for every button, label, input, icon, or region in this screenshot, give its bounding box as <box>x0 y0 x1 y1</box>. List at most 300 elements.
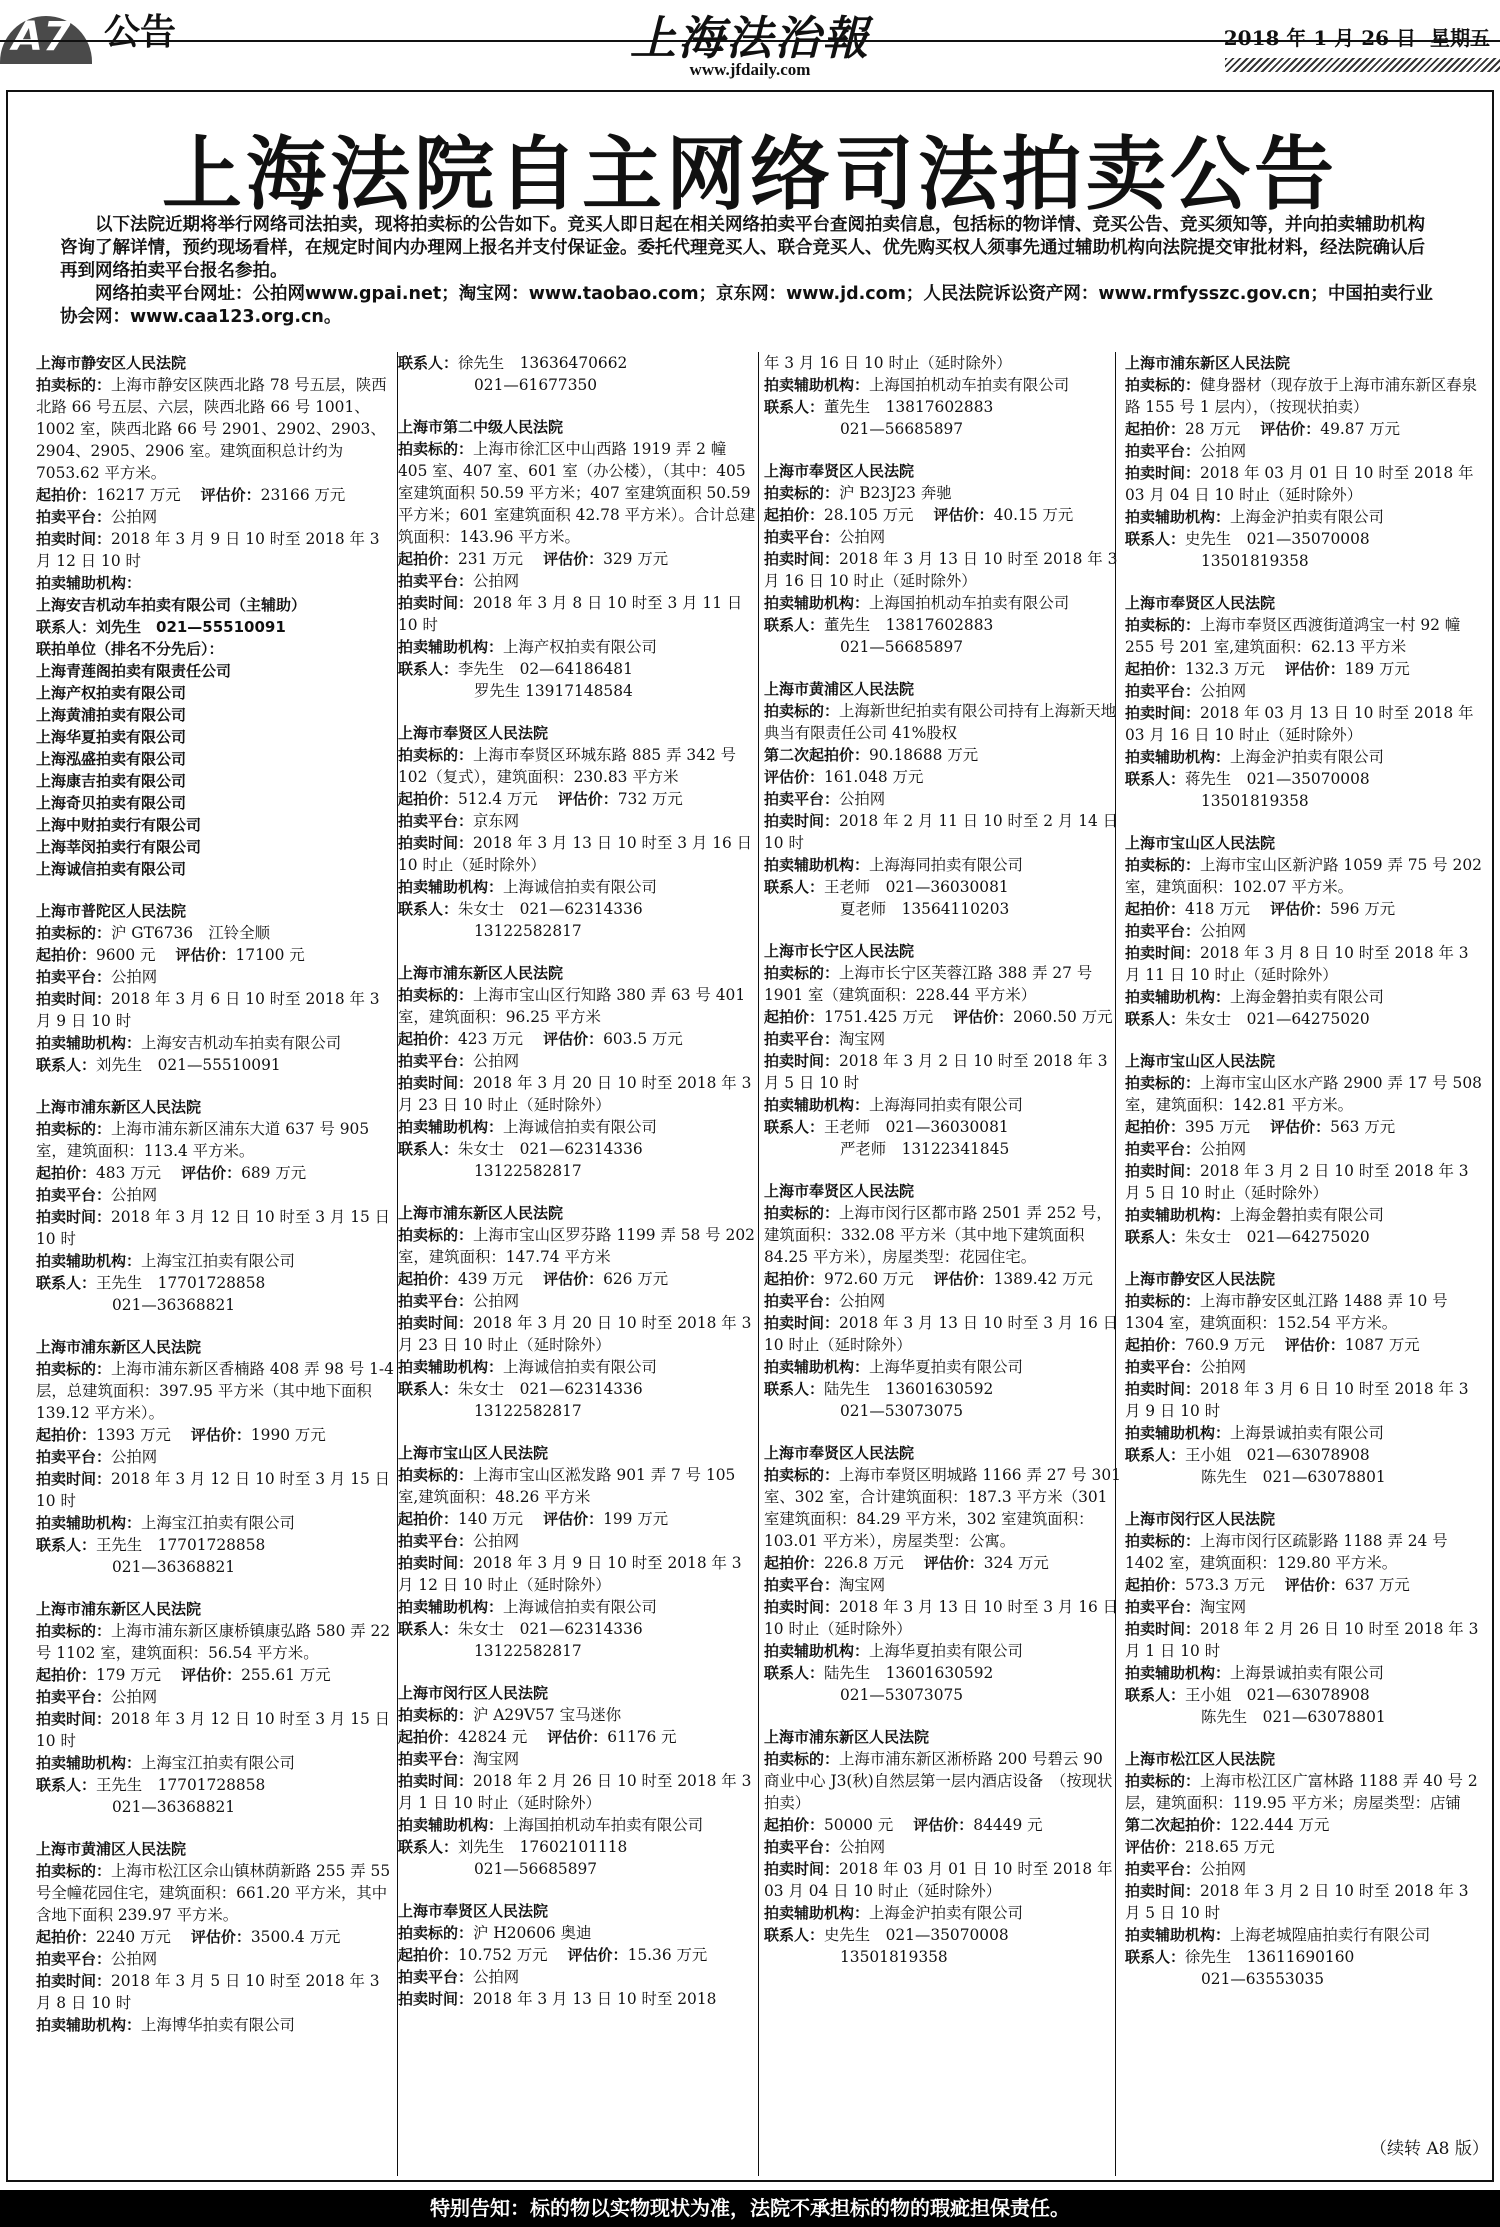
auction-platform-label: 拍卖平台： <box>398 572 474 590</box>
auction-platform-label: 拍卖平台： <box>398 1532 474 1550</box>
auction-agency-label: 拍卖辅助机构： <box>398 1816 504 1834</box>
auction-agency-value: 上海海同拍卖有限公司 <box>869 856 1023 874</box>
auction-platform-line <box>764 1028 1122 1050</box>
auction-platform-line <box>1125 680 1483 702</box>
price-line <box>398 1944 756 1966</box>
evaluation-price <box>1285 660 1410 678</box>
auction-agency-value: 上海诚信拍卖有限公司 <box>503 878 657 896</box>
auction-item <box>764 460 1122 658</box>
auction-agency-label: 拍卖辅助机构： <box>36 1252 142 1270</box>
court-name: 上海市奉贤区人民法院 <box>398 724 549 742</box>
auction-time-line <box>1125 1160 1483 1204</box>
contact-secondary: 13122582817 <box>474 1402 582 1420</box>
evaluation-price <box>547 1728 676 1746</box>
start-price-label: 起拍价： <box>36 486 97 504</box>
auction-agency-line <box>36 2014 394 2036</box>
auction-item <box>36 1096 394 1316</box>
auction-item <box>36 1838 394 2036</box>
auction-agency-label: 拍卖辅助机构： <box>36 2016 142 2034</box>
contact-secondary: 021—61677350 <box>474 376 598 394</box>
auction-agency-line <box>36 1250 394 1272</box>
contact-person-label: 联系人： <box>36 1536 97 1554</box>
auction-subject-line <box>36 1620 394 1664</box>
contact-secondary: 13501819358 <box>840 1948 948 1966</box>
contact-person-line <box>398 1618 756 1640</box>
auction-platform-value: 公拍网 <box>473 1968 520 1986</box>
continued-note: （续转 A8 版） <box>1370 2139 1489 2159</box>
agency-entry: 上海产权拍卖有限公司 <box>36 684 187 702</box>
auction-subject-value: 上海市静安区虬江路 1488 弄 10 号 1304 室，建筑面积：152.54 平方米。 <box>1125 1292 1448 1332</box>
price-line <box>1125 658 1483 680</box>
start-price-value: 179 万元 <box>96 1666 162 1684</box>
agency-entry: 上海奇贝拍卖有限公司 <box>36 794 187 812</box>
auction-time-label: 拍卖时间： <box>36 1710 112 1728</box>
auction-time-line <box>398 592 756 636</box>
contact-person-value: 朱女士 021—64275020 <box>1185 1010 1370 1028</box>
evaluation-price-label: 评估价： <box>1125 1838 1186 1856</box>
evaluation-price-value: 189 万元 <box>1344 660 1410 678</box>
auction-time-line <box>764 1312 1122 1356</box>
evaluation-price-label: 评估价： <box>1284 1336 1345 1354</box>
contact-person-label: 联系人： <box>398 1838 459 1856</box>
auction-subject-line <box>1125 614 1483 658</box>
auction-agency-value: 上海老城隍庙拍卖行有限公司 <box>1230 1926 1431 1944</box>
auction-subject-label: 拍卖标的： <box>398 746 474 764</box>
start-price-value: 28.105 万元 <box>824 506 914 524</box>
auction-platform-line <box>36 1948 394 1970</box>
start-price-label: 起拍价： <box>764 1554 825 1572</box>
auction-agency-value: 上海国拍机动车拍卖有限公司 <box>503 1816 704 1834</box>
auction-subject-value: 上海市浦东新区康桥镇康弘路 580 弄 22 号 1102 室，建筑面积：56.54 平方米。 <box>36 1622 391 1662</box>
court-name: 上海市黄浦区人民法院 <box>36 1840 187 1858</box>
auction-time-label: 拍卖时间： <box>398 1314 474 1332</box>
auction-time-value: 2018 年 3 月 13 日 10 时至 3 月 16 日 10 时止（延时除外） <box>764 1598 1119 1638</box>
auction-agency-label: 拍卖辅助机构： <box>764 1096 870 1114</box>
court-name: 上海市浦东新区人民法院 <box>1125 354 1291 372</box>
start-price-label: 起拍价： <box>36 1426 97 1444</box>
evaluation-price-label: 评估价： <box>547 1728 608 1746</box>
auction-time-label: 拍卖时间： <box>36 990 112 1008</box>
contact-person-line <box>1125 768 1483 790</box>
evaluation-price-value: 218.65 万元 <box>1185 1838 1275 1856</box>
auction-subject-value: 上海市宝山区淞发路 901 弄 7 号 105 室,建筑面积：48.26 平方米 <box>398 1466 736 1506</box>
auction-agency-line <box>764 592 1122 614</box>
auction-platform-label: 拍卖平台： <box>1125 682 1201 700</box>
evaluation-price-label: 评估价： <box>181 1164 242 1182</box>
auction-platform-line <box>398 810 756 832</box>
auction-time-line <box>36 1468 394 1512</box>
auction-subject-label: 拍卖标的： <box>398 986 474 1004</box>
auction-agency-line <box>764 374 1122 396</box>
auction-time-label: 拍卖时间： <box>764 812 840 830</box>
auction-platform-label: 拍卖平台： <box>764 1292 840 1310</box>
auction-item <box>1125 832 1483 1030</box>
contact-person-value: 王先生 17701728858 <box>96 1536 266 1554</box>
auction-agency-line <box>398 1814 756 1836</box>
auction-time-value: 2018 年 3 月 13 日 10 时至 3 月 16 日 10 时止（延时除外） <box>398 834 753 874</box>
evaluation-price <box>181 1164 306 1182</box>
auction-agency-line <box>764 854 1122 876</box>
auction-subject-value: 上海市宝山区行知路 380 弄 63 号 401 室，建筑面积：96.25 平方米 <box>398 986 746 1026</box>
auction-subject-line <box>398 1464 756 1508</box>
contact-secondary: 13122582817 <box>474 1162 582 1180</box>
auction-item <box>764 352 1122 440</box>
auction-item <box>764 1442 1122 1706</box>
auction-platform-line <box>398 1748 756 1770</box>
auction-time-line <box>398 1072 756 1116</box>
agency-entry: 上海华夏拍卖有限公司 <box>36 728 187 746</box>
evaluation-price-label: 评估价： <box>913 1816 974 1834</box>
auction-platform-label: 拍卖平台： <box>764 528 840 546</box>
auction-platform-line <box>36 966 394 988</box>
evaluation-price-label: 评估价： <box>190 1928 251 1946</box>
auction-time-label: 拍卖时间： <box>36 1470 112 1488</box>
auction-platform-value: 公拍网 <box>111 508 158 526</box>
auction-platform-value: 公拍网 <box>839 1292 886 1310</box>
newspaper-website: www.jfdaily.com <box>689 60 811 79</box>
contact-person-label: 联系人： <box>1125 530 1186 548</box>
auction-subject-label: 拍卖标的： <box>764 964 840 982</box>
evaluation-price-value: 1389.42 万元 <box>993 1270 1093 1288</box>
contact-secondary: 13501819358 <box>1201 552 1309 570</box>
evaluation-price-label: 评估价： <box>1284 660 1345 678</box>
court-name: 上海市长宁区人民法院 <box>764 942 915 960</box>
intro-paragraph: 以下法院近期将举行网络司法拍卖，现将拍卖标的公告如下。竞买人即日起在相关网络拍卖平台查阅拍卖信息，包括标的物详情、竞买公告、竞买须知等，并向拍卖辅助机构咨询了解详情，预约现场看样，在规定时间内办理网上报名并支付保证金。委托代理竞买人、联合竞买人、优先购买权人须事先通过辅助机构向法院提交审批材料，经法院确认后再到网络拍卖平台报名参拍。 <box>60 215 1425 281</box>
evaluation-price-label: 评估价： <box>1260 420 1321 438</box>
auction-platform-label: 拍卖平台： <box>36 1448 112 1466</box>
auction-agency-line <box>1125 986 1483 1008</box>
contact-secondary: 021—56685897 <box>840 638 964 656</box>
evaluation-price-value: 15.36 万元 <box>627 1946 708 1964</box>
auction-platform-line <box>398 1050 756 1072</box>
contact-person-label: 联系人： <box>398 900 459 918</box>
contact-person-line <box>1125 1684 1483 1706</box>
auction-agency-line <box>398 636 756 658</box>
auction-item <box>398 352 756 396</box>
start-price-label: 起拍价： <box>36 1164 97 1182</box>
evaluation-price-value: 84449 元 <box>973 1816 1043 1834</box>
agency-entry: 上海中财拍卖行有限公司 <box>36 816 202 834</box>
auction-platform-value: 公拍网 <box>473 1532 520 1550</box>
evaluation-price <box>1285 1576 1410 1594</box>
contact-person-label: 联系人： <box>1125 1948 1186 1966</box>
auction-subject-label: 拍卖标的： <box>1125 1074 1201 1092</box>
evaluation-price <box>558 790 683 808</box>
start-price-value: 395 万元 <box>1185 1118 1251 1136</box>
auction-item <box>1125 1268 1483 1488</box>
contact-person-value: 朱女士 021—62314336 <box>458 1140 643 1158</box>
auction-time-value: 2018 年 3 月 2 日 10 时至 2018 年 3 月 5 日 10 时 <box>1125 1882 1469 1922</box>
auction-platform-value: 淘宝网 <box>1200 1598 1247 1616</box>
listing-column-3 <box>764 352 1122 1988</box>
auction-agency-line <box>1125 746 1483 768</box>
auction-subject-value: 沪 GT6736 江铃全顺 <box>111 924 270 942</box>
auction-agency-label: 拍卖辅助机构： <box>398 638 504 656</box>
start-price-label: 起拍价： <box>36 1666 97 1684</box>
evaluation-price <box>934 1270 1093 1288</box>
auction-item <box>1125 592 1483 812</box>
auction-subject-label: 拍卖标的： <box>1125 1292 1201 1310</box>
start-price-value: 140 万元 <box>458 1510 524 1528</box>
auction-platform-value: 公拍网 <box>111 968 158 986</box>
auction-subject-label: 拍卖标的： <box>398 1466 474 1484</box>
evaluation-price <box>543 1270 668 1288</box>
auction-agency-value: 上海金沪拍卖有限公司 <box>1230 748 1384 766</box>
auction-time-line <box>36 1206 394 1250</box>
contact-person-line <box>1125 528 1483 550</box>
auction-item <box>764 940 1122 1160</box>
auction-time-line <box>764 1050 1122 1094</box>
contact-person-value: 徐先生 13611690160 <box>1185 1948 1355 1966</box>
auction-platform-value: 公拍网 <box>111 1688 158 1706</box>
auction-subject-value: 上海市徐汇区中山西路 1919 弄 2 幢 405 室、407 室、601 室（办公楼），（其中：405 室建筑面积 50.59 平方米；407 室建筑面积 50.59 平方米；601 室建筑面积 42.78 平方米）。合计总建筑面积：143.96 平方米。 <box>398 440 756 546</box>
auction-agency-label: 拍卖辅助机构： <box>1125 748 1231 766</box>
auction-agency-line <box>398 1596 756 1618</box>
start-price-value: 423 万元 <box>458 1030 524 1048</box>
auction-platform-line <box>1125 1356 1483 1378</box>
listing-column-2 <box>398 352 756 2030</box>
court-name: 上海市普陀区人民法院 <box>36 902 187 920</box>
start-price-label: 起拍价： <box>764 1270 825 1288</box>
auction-agency-value: 上海博华拍卖有限公司 <box>141 2016 295 2034</box>
start-price-label: 起拍价： <box>36 1928 97 1946</box>
price-line <box>764 1006 1122 1028</box>
contact-person-line <box>764 1662 1122 1684</box>
auction-subject-value: 上海市奉贤区西渡街道鸿宝一村 92 幢 255 号 201 室,建筑面积：62.13 平方米 <box>1125 616 1461 656</box>
auction-agency-label: 拍卖辅助机构： <box>1125 1664 1231 1682</box>
contact-person-label: 联系人： <box>36 1056 97 1074</box>
auction-time-value: 2018 年 3 月 12 日 10 时至 3 月 15 日 10 时 <box>36 1208 391 1248</box>
evaluation-price-label: 评估价： <box>1284 1576 1345 1594</box>
price-line <box>398 788 756 810</box>
auction-platform-value: 淘宝网 <box>473 1750 520 1768</box>
header-rule <box>0 40 1500 42</box>
notice-title: 上海法院自主网络司法拍卖公告 <box>162 127 1338 221</box>
auction-agency-line <box>1125 1204 1483 1226</box>
auction-platform-label: 拍卖平台： <box>1125 1358 1201 1376</box>
contact-person-value: 王老师 021—36030081 <box>824 1118 1009 1136</box>
weekday-text: 星期五 <box>1430 26 1490 50</box>
auction-platform-value: 公拍网 <box>473 572 520 590</box>
auction-agency-line <box>36 1512 394 1534</box>
auction-time-label: 拍卖时间： <box>764 1860 840 1878</box>
contact-secondary: 夏老师 13564110203 <box>840 900 1010 918</box>
auction-platform-label: 拍卖平台： <box>1125 1140 1201 1158</box>
auction-agency-value: 上海宝江拍卖有限公司 <box>141 1514 295 1532</box>
evaluation-price-label: 评估价： <box>567 1946 628 1964</box>
auction-item <box>36 1598 394 1818</box>
contact-person-label: 联系人： <box>1125 1686 1186 1704</box>
auction-subject-line <box>398 438 756 548</box>
auction-platform-value: 公拍网 <box>1200 682 1247 700</box>
auction-agency-label: 拍卖辅助机构： <box>36 1034 142 1052</box>
auction-subject-line <box>1125 1770 1483 1814</box>
auction-time-value: 2018 年 3 月 13 日 10 时至 2018 <box>473 1990 717 2008</box>
auction-time-line <box>1125 702 1483 746</box>
auction-time-line <box>36 1708 394 1752</box>
auction-item <box>1125 1508 1483 1728</box>
contact-person-label: 联系人： <box>398 1380 459 1398</box>
evaluation-price <box>568 1946 708 1964</box>
auction-agency-value: 上海景诚拍卖有限公司 <box>1230 1424 1384 1442</box>
contact-person-label: 联系人： <box>1125 1446 1186 1464</box>
auction-subject-label: 拍卖标的： <box>1125 1532 1201 1550</box>
auction-agency-value: 上海诚信拍卖有限公司 <box>503 1358 657 1376</box>
evaluation-price-line <box>764 766 1122 788</box>
start-price-value: 1393 万元 <box>96 1426 171 1444</box>
auction-time-label: 拍卖时间： <box>1125 464 1201 482</box>
auction-subject-line <box>398 1224 756 1268</box>
auction-agency-line <box>764 1094 1122 1116</box>
auction-agency-line <box>36 1032 394 1054</box>
auction-time-label: 拍卖时间： <box>764 1314 840 1332</box>
start-price-value: 50000 元 <box>824 1816 894 1834</box>
contact-person-label: 联系人： <box>1125 1010 1186 1028</box>
contact-secondary: 021—36368821 <box>112 1296 236 1314</box>
auction-platform-label: 拍卖平台： <box>36 1186 112 1204</box>
evaluation-price-value: 689 万元 <box>241 1164 307 1182</box>
evaluation-price-value: 61176 元 <box>607 1728 677 1746</box>
auction-subject-line <box>1125 854 1483 898</box>
start-price-label: 起拍价： <box>398 1030 459 1048</box>
auction-platform-line <box>764 1290 1122 1312</box>
contact-person-line <box>764 614 1122 636</box>
start-price-label: 起拍价： <box>1125 1336 1186 1354</box>
auction-agency-label: 拍卖辅助机构： <box>36 1754 142 1772</box>
court-name: 上海市奉贤区人民法院 <box>398 1902 549 1920</box>
auction-platform-label: 拍卖平台： <box>1125 922 1201 940</box>
agency-entry: 联系人：刘先生 021—55510091 <box>36 618 286 636</box>
evaluation-price-value: 1087 万元 <box>1344 1336 1420 1354</box>
auction-time-line <box>1125 1880 1483 1924</box>
contact-secondary: 罗先生 13917148584 <box>474 682 633 700</box>
contact-person-value: 王小姐 021—63078908 <box>1185 1686 1370 1704</box>
column-divider <box>758 352 759 2176</box>
auction-time-value: 2018 年 3 月 5 日 10 时至 2018 年 3 月 8 日 10 时 <box>36 1972 380 2012</box>
auction-agency-line <box>764 1640 1122 1662</box>
price-line <box>36 1664 394 1686</box>
court-name: 上海市浦东新区人民法院 <box>764 1728 930 1746</box>
auction-item <box>1125 1748 1483 1990</box>
auction-subject-line <box>398 1704 756 1726</box>
auction-agency-label: 拍卖辅助机构： <box>1125 1206 1231 1224</box>
court-name: 上海市奉贤区人民法院 <box>764 1182 915 1200</box>
auction-time-label: 拍卖时间： <box>1125 1882 1201 1900</box>
evaluation-price <box>924 1554 1049 1572</box>
price-line <box>398 1028 756 1050</box>
auction-time-line <box>398 1988 756 2010</box>
price-line <box>398 548 756 570</box>
auction-agency-value: 上海宝江拍卖有限公司 <box>141 1754 295 1772</box>
start-price-label: 起拍价： <box>1125 1576 1186 1594</box>
auction-subject-label: 拍卖标的： <box>764 1750 840 1768</box>
start-price-value: 16217 万元 <box>96 486 181 504</box>
contact-person-value: 王老师 021—36030081 <box>824 878 1009 896</box>
auction-subject-value: 上海市宝山区新沪路 1059 弄 75 号 202 室，建筑面积：102.07 平方米。 <box>1125 856 1482 896</box>
auction-platform-value: 公拍网 <box>1200 1358 1247 1376</box>
start-price-label: 起拍价： <box>398 1728 459 1746</box>
evaluation-price-label: 评估价： <box>953 1008 1014 1026</box>
court-name: 上海市宝山区人民法院 <box>398 1444 549 1462</box>
auction-subject-label: 拍卖标的： <box>398 1226 474 1244</box>
auction-time-line <box>398 1312 756 1356</box>
contact-person-value: 刘先生 021—55510091 <box>96 1056 281 1074</box>
auction-agency-value: 上海金磐拍卖有限公司 <box>1230 1206 1384 1224</box>
auction-platform-line <box>1125 440 1483 462</box>
auction-subject-line <box>398 984 756 1028</box>
auction-time-line <box>1125 462 1483 506</box>
auction-subject-label: 拍卖标的： <box>36 924 112 942</box>
auction-subject-label: 拍卖标的： <box>398 1924 474 1942</box>
auction-subject-label: 拍卖标的： <box>36 376 112 394</box>
court-name: 上海市松江区人民法院 <box>1125 1750 1276 1768</box>
auction-agency-label: 拍卖辅助机构： <box>1125 508 1231 526</box>
auction-platform-line <box>1125 1138 1483 1160</box>
auction-platform-label: 拍卖平台： <box>398 812 474 830</box>
auction-subject-line <box>1125 1290 1483 1334</box>
auction-platform-line <box>398 570 756 592</box>
issue-date <box>1224 22 1490 51</box>
second-start-price-line <box>764 744 1122 766</box>
auction-platform-label: 拍卖平台： <box>398 1968 474 1986</box>
auction-subject-line <box>1125 374 1483 418</box>
contact-person-value: 陆先生 13601630592 <box>824 1380 994 1398</box>
evaluation-price-label: 评估价： <box>923 1554 984 1572</box>
contact-person-line <box>36 1054 394 1076</box>
agency-entry: 上海诚信拍卖有限公司 <box>36 860 187 878</box>
auction-agency-line <box>1125 506 1483 528</box>
auction-agency-line <box>398 1356 756 1378</box>
auction-time-label: 拍卖时间： <box>764 550 840 568</box>
auction-time-line <box>764 1858 1122 1902</box>
court-name: 上海市浦东新区人民法院 <box>36 1338 202 1356</box>
start-price-label: 起拍价： <box>398 1270 459 1288</box>
notice-intro <box>60 214 1440 329</box>
auction-platform-value: 公拍网 <box>839 790 886 808</box>
auction-platform-line <box>36 506 394 528</box>
auction-platform-line <box>398 1530 756 1552</box>
auction-platform-label: 拍卖平台： <box>36 508 112 526</box>
auction-time-label: 拍卖时间： <box>1125 704 1201 722</box>
start-price-label: 起拍价： <box>1125 420 1186 438</box>
court-name: 上海市浦东新区人民法院 <box>398 1204 564 1222</box>
auction-time-value: 2018 年 3 月 6 日 10 时至 2018 年 3 月 9 日 10 时 <box>36 990 380 1030</box>
auction-agency-value: 上海诚信拍卖有限公司 <box>503 1598 657 1616</box>
auction-agency-label: 拍卖辅助机构： <box>398 1358 504 1376</box>
evaluation-price-label: 评估价： <box>933 1270 994 1288</box>
auction-subject-value: 沪 B23J23 奔驰 <box>839 484 952 502</box>
agency-entry: 上海康吉拍卖有限公司 <box>36 772 187 790</box>
auction-agency-line <box>764 1356 1122 1378</box>
evaluation-price <box>191 1426 326 1444</box>
auction-subject-label: 拍卖标的： <box>1125 1772 1201 1790</box>
price-line <box>398 1726 756 1748</box>
start-price-value: 226.8 万元 <box>824 1554 904 1572</box>
contact-person-value: 史先生 021—35070008 <box>824 1926 1009 1944</box>
contact-person-label: 联系人： <box>1125 770 1186 788</box>
auction-agency-value: 上海诚信拍卖有限公司 <box>503 1118 657 1136</box>
contact-person-label: 联系人： <box>764 1664 825 1682</box>
evaluation-price <box>175 946 304 964</box>
contact-person-label: 联系人： <box>36 1776 97 1794</box>
auction-agency-label: 拍卖辅助机构： <box>398 1118 504 1136</box>
auction-platform-line <box>398 1966 756 1988</box>
evaluation-price <box>191 1928 341 1946</box>
auction-subject-value: 健身器材（现存放于上海市浦东新区春泉路 155 号 1 层内），（按现状拍卖） <box>1125 376 1478 416</box>
contact-person-label: 联系人： <box>398 1140 459 1158</box>
start-price-label: 起拍价： <box>398 550 459 568</box>
price-line <box>764 1552 1122 1574</box>
